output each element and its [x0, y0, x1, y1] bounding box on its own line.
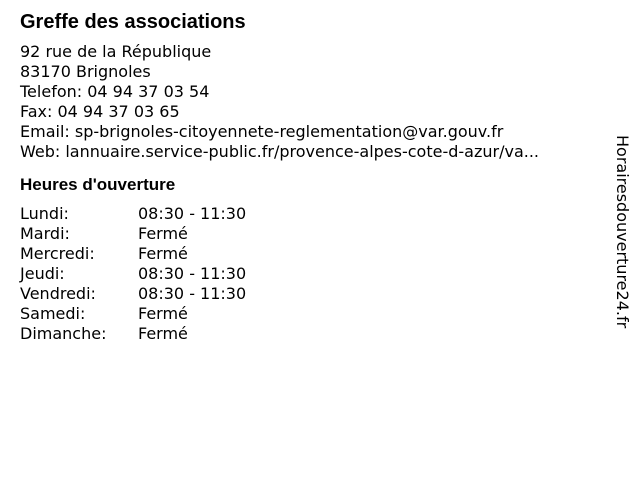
web-link[interactable]: lannuaire.service-public.fr/provence-alpes-cote-d-azur/va... — [65, 142, 539, 161]
web-label: Web: — [20, 142, 66, 161]
hours-row-friday — [20, 284, 605, 304]
day-label: Jeudi: — [20, 264, 65, 283]
address-block — [20, 42, 605, 162]
hours-heading: Heures d'ouverture — [20, 175, 176, 194]
hours-row-thursday — [20, 264, 605, 284]
site-brand-label[interactable]: Horairesdouverture24.fr — [613, 135, 632, 329]
day-label: Vendredi: — [20, 284, 96, 303]
day-label: Lundi: — [20, 204, 69, 223]
business-card — [20, 10, 605, 344]
web-line — [20, 142, 605, 162]
day-label: Dimanche: — [20, 324, 107, 343]
day-hours: Fermé — [138, 324, 188, 343]
hours-row-sunday — [20, 324, 605, 344]
day-hours: 08:30 - 11:30 — [138, 204, 247, 223]
page-title: Greffe des associations — [20, 11, 246, 33]
day-hours: Fermé — [138, 244, 188, 263]
day-hours: 08:30 - 11:30 — [138, 264, 247, 283]
hours-table — [20, 204, 605, 344]
hours-row-monday — [20, 204, 605, 224]
fax-line: Fax: 04 94 37 03 65 — [20, 102, 180, 121]
day-label: Mercredi: — [20, 244, 95, 263]
day-hours: Fermé — [138, 304, 188, 323]
day-hours: 08:30 - 11:30 — [138, 284, 247, 303]
email-link[interactable]: sp-brignoles-citoyennete-reglementation@var.gouv.fr — [74, 122, 504, 141]
hours-row-tuesday — [20, 224, 605, 244]
hours-row-saturday — [20, 304, 605, 324]
phone-line: Telefon: 04 94 37 03 54 — [20, 82, 210, 101]
street-address: 92 rue de la République — [20, 42, 212, 61]
day-label: Samedi: — [20, 304, 86, 323]
day-hours: Fermé — [138, 224, 188, 243]
day-label: Mardi: — [20, 224, 70, 243]
email-label: Email: — [20, 122, 75, 141]
email-line — [20, 122, 605, 142]
city-postcode: 83170 Brignoles — [20, 62, 151, 81]
hours-row-wednesday — [20, 244, 605, 264]
